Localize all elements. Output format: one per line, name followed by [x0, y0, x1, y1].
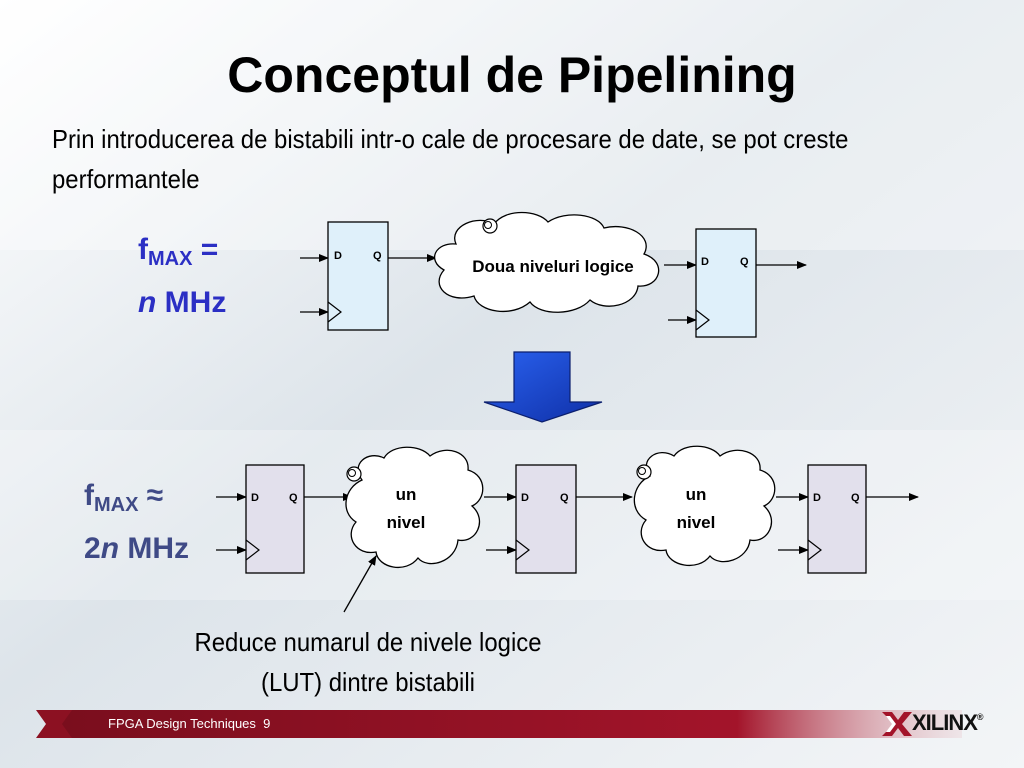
cloud-bottom-2-line2: nivel	[676, 513, 716, 532]
fmax-sub: MAX	[94, 494, 139, 516]
ff-q-label: Q	[373, 250, 382, 262]
ff-q-label: Q	[289, 492, 298, 504]
fmax-unit: MHz	[156, 286, 227, 319]
cloud-bottom-1-line1: un	[395, 485, 417, 504]
flip-flop-bottom-1	[246, 465, 304, 573]
ff-d-label: D	[813, 492, 821, 504]
flip-flop-top-2	[696, 229, 756, 337]
flip-flop-top-1	[328, 222, 388, 330]
cloud-bottom-2-line1: un	[685, 485, 707, 504]
ff-q-label: Q	[851, 492, 860, 504]
fmax-n: n	[138, 286, 157, 319]
xilinx-logo	[912, 710, 983, 736]
logic-cloud-bottom-2	[634, 446, 774, 565]
logo-text: XILINX	[912, 710, 977, 735]
callout-text	[149, 622, 587, 702]
fmax-unit: MHz	[119, 532, 190, 565]
footer-label	[108, 716, 270, 731]
cloud-bottom-1-line2: nivel	[386, 513, 426, 532]
logo-registered-mark: ®	[976, 712, 983, 722]
ff-d-label: D	[701, 256, 709, 268]
ff-q-label: Q	[740, 256, 749, 268]
flip-flop-bottom-2	[516, 465, 576, 573]
transform-arrow-icon	[484, 352, 602, 422]
page-number: 9	[263, 716, 271, 731]
slide-title: Conceptul de Pipelining	[227, 47, 797, 103]
callout-arrow	[344, 556, 376, 612]
ff-d-label: D	[251, 492, 259, 504]
slide-intro-text: Prin introducerea de bistabili intr-o cale de procesare de date, se pot creste performantele	[52, 124, 849, 194]
callout-line-2: (LUT) dintre bistabili	[260, 667, 476, 697]
fmax-sub: MAX	[148, 248, 193, 270]
ff-q-label: Q	[560, 492, 569, 504]
fmax-2: 2	[84, 532, 101, 565]
ff-d-label: D	[521, 492, 529, 504]
fmax-n: n	[100, 532, 120, 565]
fmax-bottom-label	[84, 474, 189, 571]
xilinx-logo-icon	[882, 712, 912, 736]
fmax-top-label	[138, 228, 226, 325]
callout-line-1: Reduce numarul de nivele logice	[194, 627, 542, 657]
fmax-approx: ≈	[138, 479, 164, 512]
fmax-eq: =	[192, 233, 219, 266]
fmax-f: f	[138, 233, 148, 266]
cloud-top-label: Doua niveluri logice	[472, 257, 634, 276]
logic-cloud-bottom-1	[346, 447, 483, 567]
footer-title: FPGA Design Techniques	[108, 716, 256, 731]
ff-d-label: D	[334, 250, 342, 262]
fmax-f: f	[84, 479, 94, 512]
flip-flop-bottom-3	[808, 465, 866, 573]
